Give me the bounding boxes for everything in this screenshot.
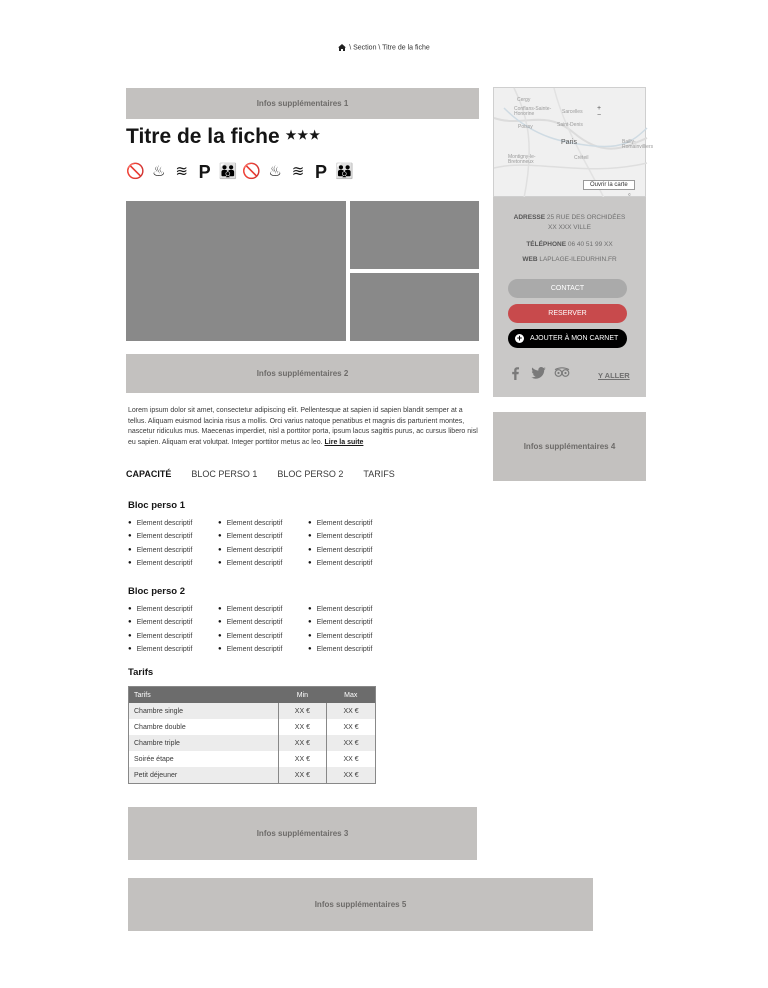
amenities-row [126, 163, 354, 181]
web-link[interactable]: LAPLAGE-ILEDURHIN.FR [539, 256, 617, 263]
info-box-4-label: Infos supplémentaires 4 [523, 442, 616, 451]
table-cell: Chambre double [134, 723, 186, 731]
map-label: Montigny-le-Bretonneux [508, 154, 536, 165]
main-photo[interactable] [126, 201, 346, 341]
phone-label: TÉLÉPHONE [526, 241, 567, 248]
map-label: Conflans-Sainte-Honorine [514, 106, 552, 117]
no-dogs-icon: 🚫 [242, 163, 262, 180]
page-title [126, 125, 321, 149]
table-row [129, 735, 376, 751]
table-cell: XX € [278, 735, 326, 751]
rating-stars: ★★★ [285, 128, 321, 142]
list-item: ● Element descriptif [218, 546, 308, 556]
add-to-notebook-button[interactable] [508, 329, 627, 348]
info-box-4 [493, 412, 646, 481]
table-header-row [129, 687, 376, 704]
address-line [493, 213, 646, 222]
list-item: ● Element descriptif [308, 559, 398, 569]
table-row [129, 703, 376, 719]
list-item: ● Element descriptif [128, 605, 218, 615]
list-item: ● Element descriptif [218, 632, 308, 642]
list-item: ● Element descriptif [308, 618, 398, 628]
zoom-in-icon[interactable]: + [597, 105, 602, 112]
secondary-photo-top[interactable] [350, 201, 479, 269]
list-item: ● Element descriptif [308, 546, 398, 556]
section-tabs [126, 469, 395, 479]
table-row [129, 767, 376, 784]
twitter-icon[interactable] [531, 367, 546, 379]
table-cell: XX € [278, 751, 326, 767]
table-cell: XX € [278, 767, 326, 784]
breadcrumb [0, 44, 768, 51]
parking-icon: P [315, 162, 328, 182]
info-box-2-label: Infos supplémentaires 2 [256, 369, 349, 378]
info-box-3-label: Infos supplémentaires 3 [256, 829, 349, 838]
tab-bloc-perso-1[interactable]: BLOC PERSO 1 [191, 469, 258, 479]
info-box-2 [126, 354, 479, 393]
list-item: ● Element descriptif [308, 532, 398, 542]
map-label-paris: Paris [561, 139, 577, 146]
list-item: ● Element descriptif [128, 532, 218, 542]
zoom-out-icon[interactable]: − [597, 112, 602, 119]
phone-value[interactable]: 06 40 51 99 XX [567, 241, 613, 248]
bloc-perso-2-title: Bloc perso 2 [128, 586, 186, 597]
no-dogs-icon: 🚫 [126, 163, 145, 180]
plus-icon: + [516, 333, 523, 343]
address-label: ADRESSE [513, 214, 546, 221]
map-label: Saint-Denis [557, 122, 583, 128]
address-value: 25 RUE DES ORCHIDÉES [546, 214, 626, 221]
list-item: ● Element descriptif [128, 618, 218, 628]
hot-tub-icon: ♨ [268, 163, 282, 180]
table-cell: XX € [327, 751, 376, 767]
map-label: Poissy [518, 124, 533, 130]
directions-link[interactable]: Y ALLER [598, 371, 630, 380]
hot-tub-icon: ♨ [151, 163, 166, 180]
list-item: ● Element descriptif [218, 645, 308, 655]
address-city: XX XXX VILLE [548, 224, 591, 231]
column-header: Tarifs [129, 687, 279, 704]
info-box-5-label: Infos supplémentaires 5 [314, 900, 407, 909]
tarifs-title: Tarifs [128, 667, 154, 678]
bloc-perso-1-title: Bloc perso 1 [128, 500, 186, 511]
list-item: ● Element descriptif [218, 532, 308, 542]
list-item: ● Element descriptif [128, 519, 218, 529]
map[interactable] [493, 87, 654, 197]
reserve-button[interactable]: RESERVER [508, 304, 627, 323]
table-row [129, 751, 376, 767]
tab-capacite[interactable]: CAPACITÉ [126, 469, 172, 479]
map-label: Cergy [517, 97, 531, 103]
list-item: ● Element descriptif [128, 546, 218, 556]
list-item: ● Element descriptif [308, 645, 398, 655]
list-item: ● Element descriptif [218, 605, 308, 615]
bloc-perso-2-list [128, 605, 398, 655]
open-map-button[interactable]: Ouvrir la carte [583, 180, 635, 190]
table-row [129, 719, 376, 735]
tab-bloc-perso-2[interactable]: BLOC PERSO 2 [277, 469, 344, 479]
description-text: Lorem ipsum dolor sit amet, consectetur adipiscing elit. Pellentesque at sapien id sapien blandit semper at a tellus. Aliquam euismod lacinia risus a mollis. Orci varius natoque penatibus et magnis dis parturient montes, nascetur ridiculus mus. Maecenas imperdiet, nisl a porttitor porta, ipsum lacus sagittis purus, ac cursus libero nisl eu sapien. Aliquam erat volutpat. Integer porttitor metus ac leo. [128, 407, 478, 446]
phone-line [493, 240, 646, 249]
tab-tarifs[interactable]: TARIFS [363, 469, 395, 479]
list-item: ● Element descriptif [308, 632, 398, 642]
sidebar-contact-panel [493, 197, 646, 397]
table-cell: XX € [278, 703, 326, 719]
info-box-3 [128, 807, 477, 860]
tarifs-table [128, 686, 376, 784]
info-box-1-label: Infos supplémentaires 1 [256, 99, 349, 108]
web-label: WEB [522, 256, 538, 263]
map-label: Créteil [574, 155, 589, 161]
list-item: ● Element descriptif [218, 618, 308, 628]
secondary-photo-bottom[interactable] [350, 273, 479, 341]
column-header: Min [278, 687, 326, 704]
breadcrumb-path[interactable]: \ Section \ Titre de la fiche [349, 44, 430, 52]
web-line [493, 255, 646, 264]
read-more-link[interactable]: Lire la suite [324, 438, 364, 446]
swimming-pool-icon: ≋ [291, 163, 305, 180]
info-box-5 [128, 878, 593, 931]
table-cell: XX € [278, 719, 326, 735]
list-item: ● Element descriptif [308, 605, 398, 615]
list-item: ● Element descriptif [218, 559, 308, 569]
tripadvisor-icon[interactable] [554, 367, 570, 378]
map-label: Sarcelles [562, 109, 583, 115]
table-cell: XX € [327, 719, 376, 735]
list-item: ● Element descriptif [128, 645, 218, 655]
table-cell: Petit déjeuner [129, 767, 279, 784]
home-icon[interactable] [338, 44, 346, 51]
column-header: Max [327, 687, 376, 704]
family-icon: 👪 [218, 163, 238, 180]
description [128, 406, 478, 448]
family-icon: 👪 [335, 163, 354, 180]
facebook-icon[interactable] [512, 367, 519, 380]
swimming-pool-icon: ≋ [175, 163, 188, 180]
table-cell: XX € [327, 767, 376, 784]
map-credit: © [628, 192, 631, 197]
bloc-perso-1-list [128, 519, 398, 569]
contact-button[interactable]: CONTACT [508, 279, 627, 298]
list-item: ● Element descriptif [218, 519, 308, 529]
table-cell: XX € [327, 735, 376, 751]
parking-icon: P [198, 162, 211, 182]
list-item: ● Element descriptif [308, 519, 398, 529]
table-cell: Chambre triple [129, 735, 279, 751]
list-item: ● Element descriptif [128, 559, 218, 569]
table-cell: XX € [327, 703, 376, 719]
title-text: Titre de la fiche [126, 125, 280, 148]
map-label: Bailly-Romainvilliers [622, 139, 654, 150]
add-to-notebook-label: AJOUTER À MON CARNET [530, 335, 619, 342]
table-cell: Chambre single [129, 703, 279, 719]
table-cell: Soirée étape [134, 755, 174, 763]
info-box-1 [126, 88, 479, 119]
list-item: ● Element descriptif [128, 632, 218, 642]
